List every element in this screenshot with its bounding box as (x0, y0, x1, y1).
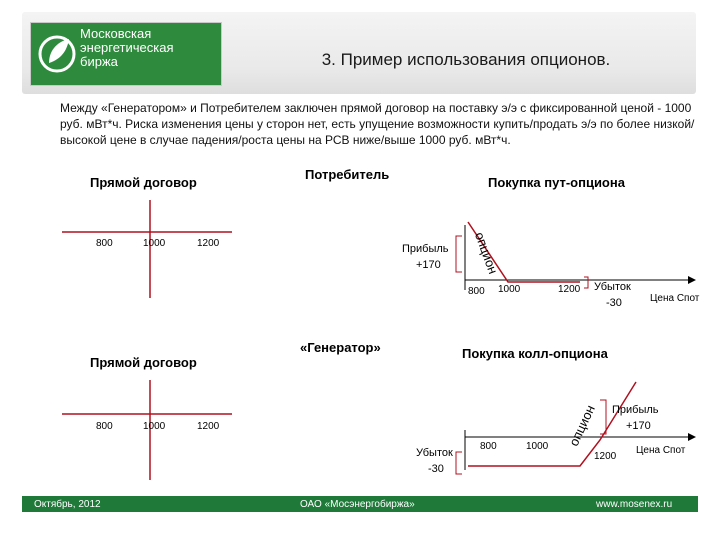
loss-bracket (456, 452, 462, 474)
arrow-head (688, 433, 696, 441)
loss-value: -30 (428, 463, 444, 475)
loss-label: Убыток (594, 281, 631, 293)
tick-label: 1000 (143, 238, 166, 249)
tick-label: 1200 (197, 421, 220, 432)
call-option-title: Покупка колл-опциона (462, 346, 608, 361)
profit-label: Прибыль (402, 243, 449, 255)
footer-url[interactable]: www.mosenex.ru (596, 499, 673, 510)
profit-value: +170 (416, 259, 441, 271)
loss-value: -30 (606, 297, 622, 309)
profit-bracket (600, 400, 606, 434)
tick-label: 1200 (594, 451, 617, 462)
tick-label: 1200 (558, 284, 581, 295)
profit-bracket (456, 236, 462, 272)
arrow-head (688, 276, 696, 284)
tick-label: 1000 (143, 421, 166, 432)
loss-bracket (584, 277, 588, 288)
consumer-contract-title: Прямой договор (90, 175, 197, 190)
option-word: опцион (471, 230, 501, 276)
tick-label: 800 (480, 441, 497, 452)
tick-label: 800 (96, 421, 113, 432)
tick-label: 1000 (498, 284, 521, 295)
consumer-label: Потребитель (305, 167, 390, 182)
loss-label: Убыток (416, 447, 453, 459)
axis-label: Цена Спот (650, 293, 700, 304)
tick-label: 800 (96, 238, 113, 249)
generator-label: «Генератор» (300, 340, 381, 355)
tick-label: 800 (468, 286, 485, 297)
put-option-title: Покупка пут-опциона (488, 175, 625, 190)
logo-line: биржа (80, 54, 118, 69)
generator-contract-title: Прямой договор (90, 355, 197, 370)
page-title: 3. Пример использования опционов. (321, 50, 611, 69)
profit-value: +170 (626, 420, 651, 432)
footer-date: Октябрь, 2012 (34, 499, 101, 510)
footer-org: ОАО «Мосэнергобиржа» (300, 499, 415, 510)
tick-label: 1000 (526, 441, 549, 452)
option-word: опцион (566, 402, 598, 449)
intro-paragraph: Между «Генератором» и Потребителем заключен прямой договор на поставку э/э с фиксированной ценой - 1000 руб. мВт*ч. Риска изменения цены у сторон нет, есть упущение возможности купить/продать э/э по более низкой/высокой цене в случае падения/роста цены на РСВ ниже/выше 1000 руб. мВт*ч. (60, 101, 695, 147)
logo-line: энергетическая (80, 40, 174, 55)
profit-label: Прибыль (612, 404, 659, 416)
logo-line: Московская (80, 26, 152, 41)
consumer-contract-axes (62, 200, 232, 298)
axis-label: Цена Спот (636, 445, 686, 456)
tick-label: 1200 (197, 238, 220, 249)
